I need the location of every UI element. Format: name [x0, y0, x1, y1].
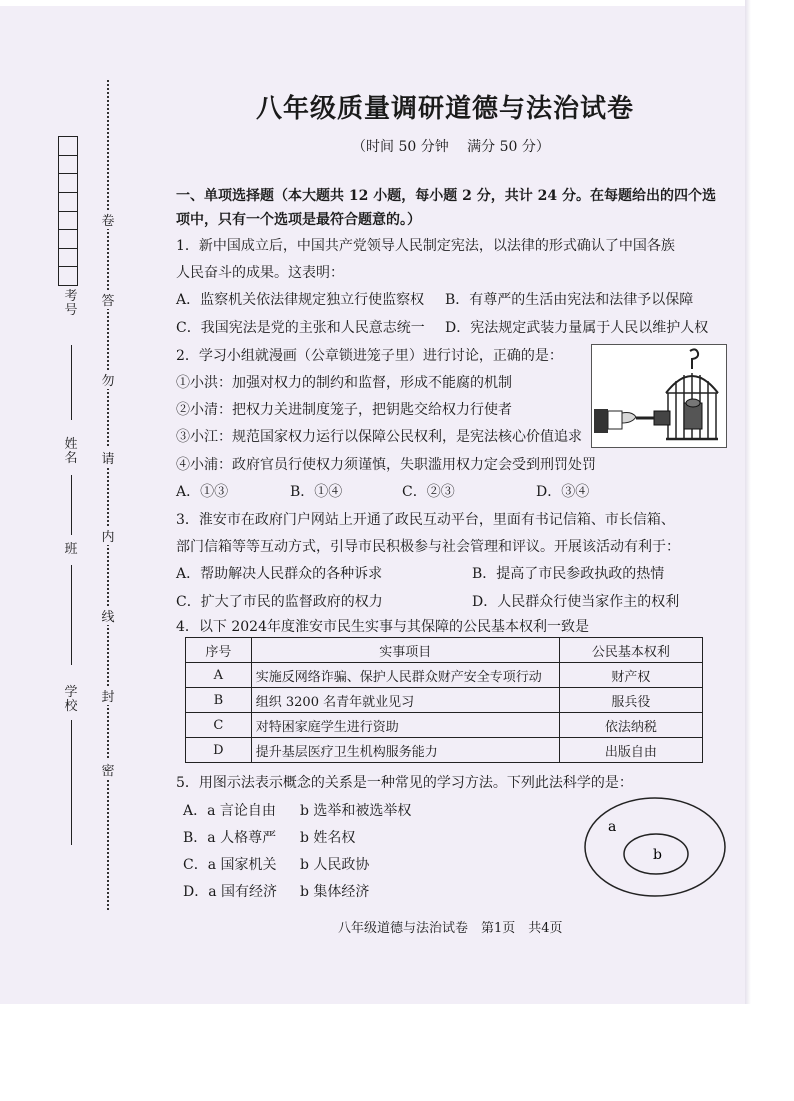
seal-char-6: 线 [100, 606, 116, 625]
q2-statement-2: ②小清：把权力关进制度笼子，把钥匙交给权力行使者 [176, 402, 512, 418]
q3-stem-line2: 部门信箱等等互动方式，引导市民积极参与社会管理和评议。开展该活动有利于： [176, 539, 680, 555]
school-write-line[interactable] [71, 565, 72, 665]
q4-stem: 4．以下 2024年度淮安市民生实事与其保障的公民基本权利一致是 [176, 619, 589, 635]
table-cell-project: 提升基层医疗卫生机构服务能力 [251, 738, 559, 763]
q2-option-d[interactable]: D．③④ [536, 484, 590, 500]
q5-option-c-right: b 人民政协 [300, 857, 370, 873]
q2-option-a[interactable]: A．①③ [176, 484, 229, 500]
q2-statement-3: ③小江：规范国家权力运行以保障公民权利，是宪法核心价值追求 [176, 429, 582, 445]
q3-option-d[interactable]: D．人民群众行使当家作主的权利 [472, 594, 680, 610]
q1-stem-line1: 1．新中国成立后，中国共产党领导人民制定宪法，以法律的形式确认了中国各族 [176, 238, 675, 254]
label-class: 班 [64, 542, 78, 557]
venn-diagram [582, 795, 728, 899]
label-school: 学校 [64, 685, 78, 714]
seal-char-7: 封 [100, 686, 116, 705]
seal-char-2: 答 [100, 290, 116, 309]
q2-option-b[interactable]: B．①④ [290, 484, 343, 500]
q5-option-c-left[interactable]: C．a 国家机关 [183, 857, 277, 873]
q2-stem: 2．学习小组就漫画（公章锁进笼子里）进行讨论，正确的是： [176, 348, 563, 364]
table-row[interactable] [186, 663, 703, 688]
q3-option-b[interactable]: B．提高了市民参政执政的热情 [472, 566, 665, 582]
table-cell-project: 实施反网络诈骗、保护人民群众财产安全专项行动 [251, 663, 559, 688]
seal-char-3: 勿 [100, 370, 116, 389]
q5-option-b-left[interactable]: B．a 人格尊严 [183, 830, 277, 846]
label-exam-number: 考号 [64, 289, 78, 318]
seal-in-cage-cartoon [591, 344, 727, 448]
table-header-cell: 序号 [186, 638, 252, 663]
table-cell-project: 组织 3200 名青年就业见习 [251, 688, 559, 713]
q1-option-d[interactable]: D．宪法规定武装力量属于人民以维护人权 [445, 320, 709, 336]
seal-char-4: 请 [100, 448, 116, 467]
table-cell-project: 对特困家庭学生进行资助 [251, 713, 559, 738]
venn-label-a: a [608, 819, 617, 835]
q1-option-a[interactable]: A．监察机关依法律规定独立行使监察权 [176, 292, 425, 308]
q3-option-c[interactable]: C．扩大了市民的监督政府的权力 [176, 594, 383, 610]
label-name: 姓名 [64, 437, 78, 466]
table-cell-right: 依法纳税 [559, 713, 702, 738]
exam-title: 八年级质量调研道德与法治试卷 [256, 94, 635, 124]
q5-option-d-left[interactable]: D．a 国有经济 [183, 884, 278, 900]
table-cell-label: A [186, 663, 252, 688]
table-cell-right: 出版自由 [559, 738, 702, 763]
q2-option-c[interactable]: C．②③ [402, 484, 455, 500]
seal-char-5: 内 [100, 526, 116, 545]
table-cell-label: B [186, 688, 252, 713]
q5-option-a-right: b 选举和被选举权 [300, 803, 412, 819]
table-cell-label: D [186, 738, 252, 763]
q3-option-a[interactable]: A．帮助解决人民群众的各种诉求 [176, 566, 383, 582]
q5-stem: 5．用图示法表示概念的关系是一种常见的学习方法。下列此法科学的是： [176, 775, 633, 791]
q2-statement-1: ①小洪：加强对权力的制约和监督，形成不能腐的机制 [176, 375, 512, 391]
section-header-line1: 一、单项选择题（本大题共 12 小题，每小题 2 分，共计 24 分。在每题给出的四个选 [176, 188, 716, 204]
seal-char-1: 卷 [100, 210, 116, 229]
q1-option-b[interactable]: B．有尊严的生活由宪法和法律予以保障 [445, 292, 694, 308]
scan-edge [745, 0, 751, 1004]
exam-subtitle: （时间 50 分钟 满分 50 分） [352, 139, 550, 155]
exam-number-boxes[interactable] [58, 136, 78, 286]
table-row[interactable] [186, 738, 703, 763]
name-write-line[interactable] [71, 345, 72, 420]
section-header-line2: 项中，只有一个选项是最符合题意的。） [176, 212, 421, 228]
table-row[interactable] [186, 713, 703, 738]
venn-label-b: b [653, 847, 662, 863]
q5-option-b-right: b 姓名权 [300, 830, 356, 846]
q4-rights-table [185, 637, 703, 763]
q1-stem-line2: 人民奋斗的成果。这表明： [176, 265, 344, 281]
q5-option-d-right: b 集体经济 [300, 884, 370, 900]
q1-option-c[interactable]: C．我国宪法是党的主张和人民意志统一 [176, 320, 425, 336]
page-footer: 八年级道德与法治试卷 第1页 共4页 [338, 921, 563, 936]
seal-dotted-line [107, 80, 109, 910]
table-cell-label: C [186, 713, 252, 738]
class-write-line[interactable] [71, 475, 72, 535]
q3-stem-line1: 3．淮安市在政府门户网站上开通了政民互动平台，里面有书记信箱、市长信箱、 [176, 512, 675, 528]
school-write-line-2[interactable] [71, 720, 72, 845]
table-header-cell: 实事项目 [251, 638, 559, 663]
table-cell-right: 财产权 [559, 663, 702, 688]
table-cell-right: 服兵役 [559, 688, 702, 713]
seal-char-8: 密 [100, 760, 116, 779]
table-row[interactable] [186, 688, 703, 713]
q2-statement-4: ④小浦：政府官员行使权力须谨慎，失职滥用权力定会受到刑罚处罚 [176, 457, 596, 473]
table-header-cell: 公民基本权利 [559, 638, 702, 663]
table-header-row [186, 638, 703, 663]
q5-option-a-left[interactable]: A．a 言论自由 [183, 803, 276, 819]
